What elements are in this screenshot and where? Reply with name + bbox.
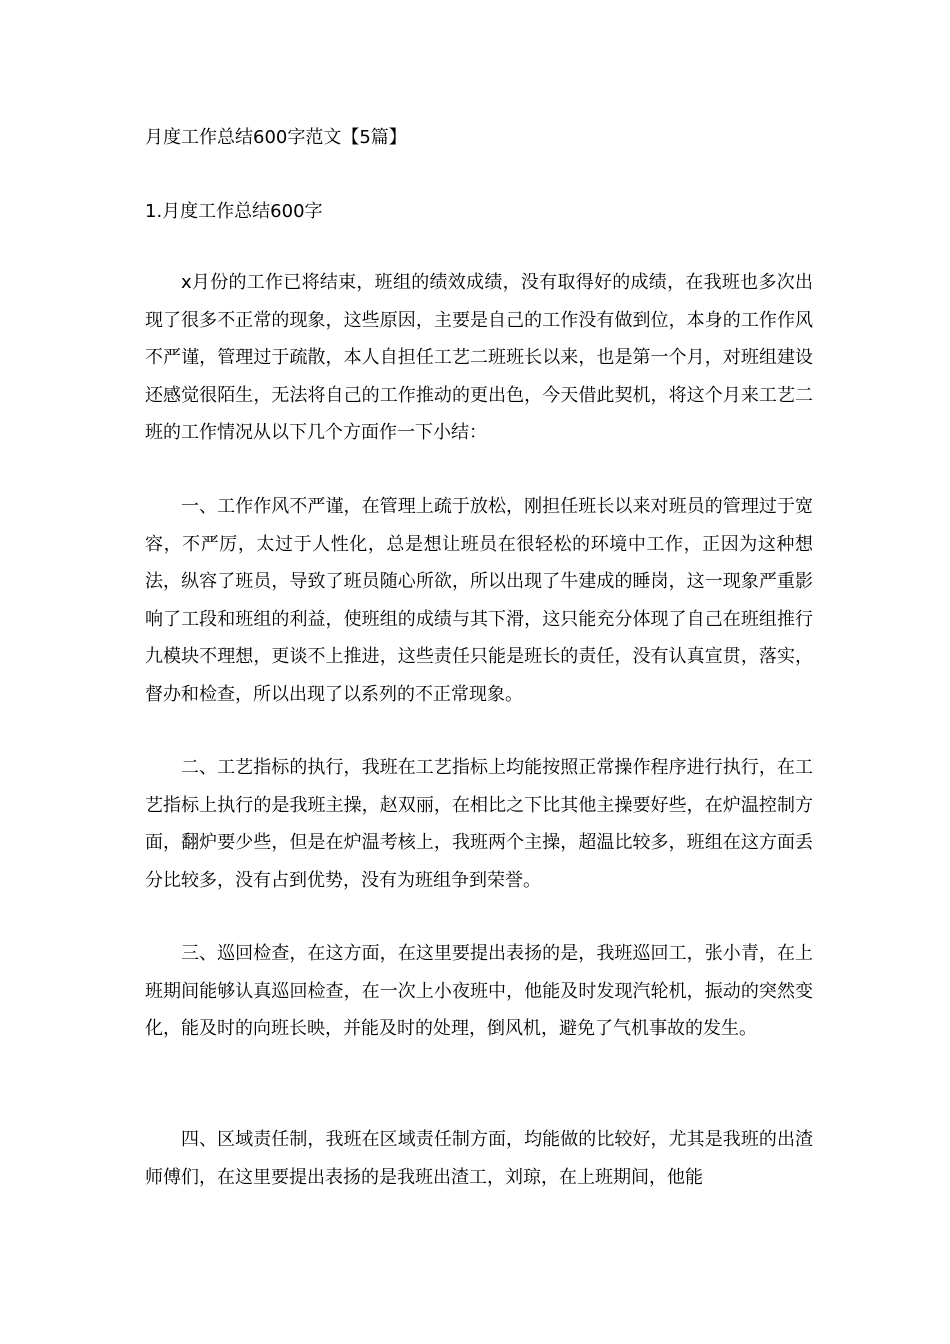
paragraph-inspection: 三、巡回检查，在这方面，在这里要提出表扬的是，我班巡回工，张小青，在上班期间能够认真巡回检查，在一次上小夜班中，他能及时发现汽轮机，振动的突然变化，能及时的向班长映，并能及时的处理，倒风机，避免了气机事故的发生。 (145, 943, 813, 1039)
paragraph-intro: x月份的工作已将结束，班组的绩效成绩，没有取得好的成绩，在我班也多次出现了很多不正常的现象，这些原因，主要是自己的工作没有做到位，本身的工作作风不严谨，管理过于疏散，本人自担任工艺二班班长以来，也是第一个月，对班组建设还感觉很陌生，无法将自己的工作推动的更出色，今天借此契机，将这个月来工艺二班的工作情况从以下几个方面作一下小结： (145, 272, 813, 443)
paragraph-process-indicators: 二、工艺指标的执行，我班在工艺指标上均能按照正常操作程序进行执行，在工艺指标上执行的是我班主操，赵双丽，在相比之下比其他主操要好些，在炉温控制方面，翻炉要少些，但是在炉温考核上，我班两个主操，超温比较多，班组在这方面丢分比较多，没有占到优势，没有为班组争到荣誉。 (145, 757, 813, 891)
section-heading: 1.月度工作总结600字 (145, 201, 323, 222)
paragraph-area-responsibility: 四、区域责任制，我班在区域责任制方面，均能做的比较好，尤其是我班的出渣师傅们，在这里要提出表扬的是我班出渣工，刘琼，在上班期间，他能 (145, 1129, 813, 1188)
paragraph-work-style: 一、工作作风不严谨，在管理上疏于放松，刚担任班长以来对班员的管理过于宽容，不严厉，太过于人性化，总是想让班员在很轻松的环境中工作，正因为这种想法，纵容了班员，导致了班员随心所欲，所以出现了牛建成的睡岗，这一现象严重影响了工段和班组的利益，使班组的成绩与其下滑，这只能充分体现了自己在班组推行九模块不理想，更谈不上推进，这些责任只能是班长的责任，没有认真宣贯，落实，督办和检查，所以出现了以系列的不正常现象。 (145, 496, 813, 705)
document-title: 月度工作总结600字范文【5篇】 (145, 127, 407, 148)
